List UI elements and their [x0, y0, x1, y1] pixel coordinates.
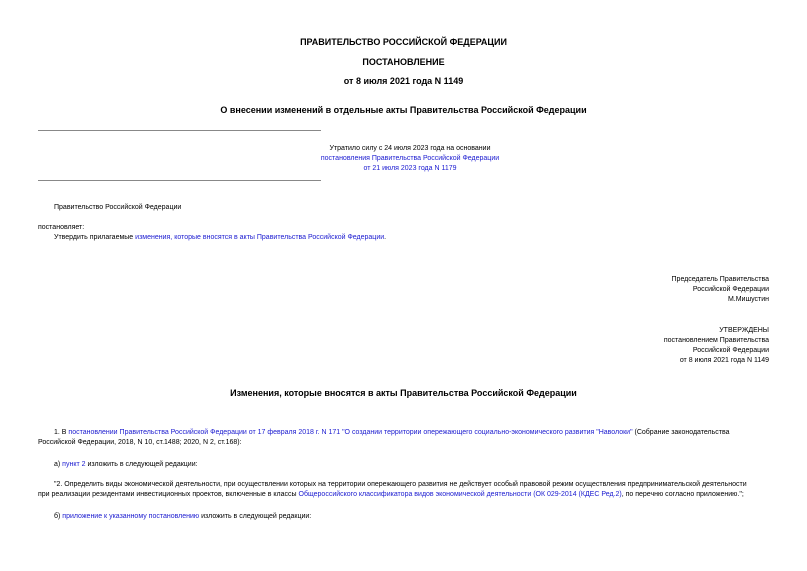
approved-date: от 8 июля 2021 года N 1149: [679, 357, 769, 364]
approved-block: [664, 326, 769, 366]
signature-name: М.Мишустин: [727, 296, 769, 303]
approved-country: Российской Федерации: [692, 347, 769, 354]
doc-type-heading: ПОСТАНОВЛЕНИЕ: [362, 57, 445, 67]
okved-classifier-link[interactable]: Общероссийского классификатора видов экономической деятельности (ОК 029-2014 (КДЕС Ред.2): [298, 491, 622, 498]
signature-country: Российской Федерации: [692, 286, 769, 293]
quote-line-1: "2. Определить виды экономической деятельности, при осуществлении которых на территории опережающего развития не действует особый правовой режим осуществления предпринимательской деятельности: [54, 481, 747, 488]
approve-suffix: .: [384, 234, 387, 241]
quoted-paragraph: [38, 480, 769, 500]
signature-position: Председатель Правительства: [671, 276, 769, 283]
item-a-suffix: изложить в следующей редакции:: [85, 461, 198, 468]
status-bottom-rule: [38, 180, 321, 181]
repeal-act-link[interactable]: постановления Правительства Российской Федерации: [320, 155, 500, 162]
item-b-suffix: изложить в следующей редакции:: [199, 513, 312, 520]
change-item-b: [54, 512, 311, 522]
approve-prefix: Утвердить прилагаемые: [54, 234, 136, 241]
item1-prefix: 1. В: [54, 429, 69, 436]
change-item-a: [54, 460, 198, 470]
change-item-1: [38, 428, 769, 448]
approved-heading: УТВЕРЖДЕНЫ: [719, 327, 769, 334]
signature-block: [672, 275, 769, 305]
status-text: Утратило силу с 24 июля 2023 года на основании: [329, 145, 491, 152]
government-heading: ПРАВИТЕЛЬСТВО РОССИЙСКОЙ ФЕДЕРАЦИИ: [300, 37, 507, 47]
point-2-link[interactable]: пункт 2: [62, 461, 86, 468]
government-subject: Правительство Российской Федерации: [54, 204, 182, 211]
item-a-prefix: а): [54, 461, 63, 468]
document-title: О внесении изменений в отдельные акты Правительства Российской Федерации: [220, 105, 587, 115]
resolution-171-link[interactable]: постановлении Правительства Российской Федерации от 17 февраля 2018 г. N 171 "О создании территории опережающего социально-экономического развития "Наволоки": [68, 429, 633, 436]
doc-date-number: от 8 июля 2021 года N 1149: [343, 76, 464, 86]
quote-line2-prefix: при реализации резидентами инвестиционных проектов, включенные в классы: [38, 491, 299, 498]
approved-by: постановлением Правительства: [663, 337, 769, 344]
appendix-link[interactable]: приложение к указанному постановлению: [62, 513, 200, 520]
status-top-rule: [38, 130, 321, 131]
quote-line2-suffix: , по перечню согласно приложению.";: [621, 491, 744, 498]
item1-suffix-a: (Собрание законодательства: [632, 429, 730, 436]
item-b-prefix: б): [54, 513, 63, 520]
approved-changes-link[interactable]: изменения, которые вносятся в акты Правительства Российской Федерации: [135, 234, 385, 241]
item1-suffix-b: Российской Федерации, 2018, N 10, ст.1488; 2020, N 2, ст.168):: [38, 439, 242, 446]
changes-title: Изменения, которые вносятся в акты Правительства Российской Федерации: [230, 388, 577, 398]
resolves-text: постановляет:: [38, 224, 85, 231]
approve-paragraph: [54, 233, 386, 243]
status-box: [260, 144, 560, 174]
repeal-act-date-link[interactable]: от 21 июля 2023 года N 1179: [363, 165, 457, 172]
